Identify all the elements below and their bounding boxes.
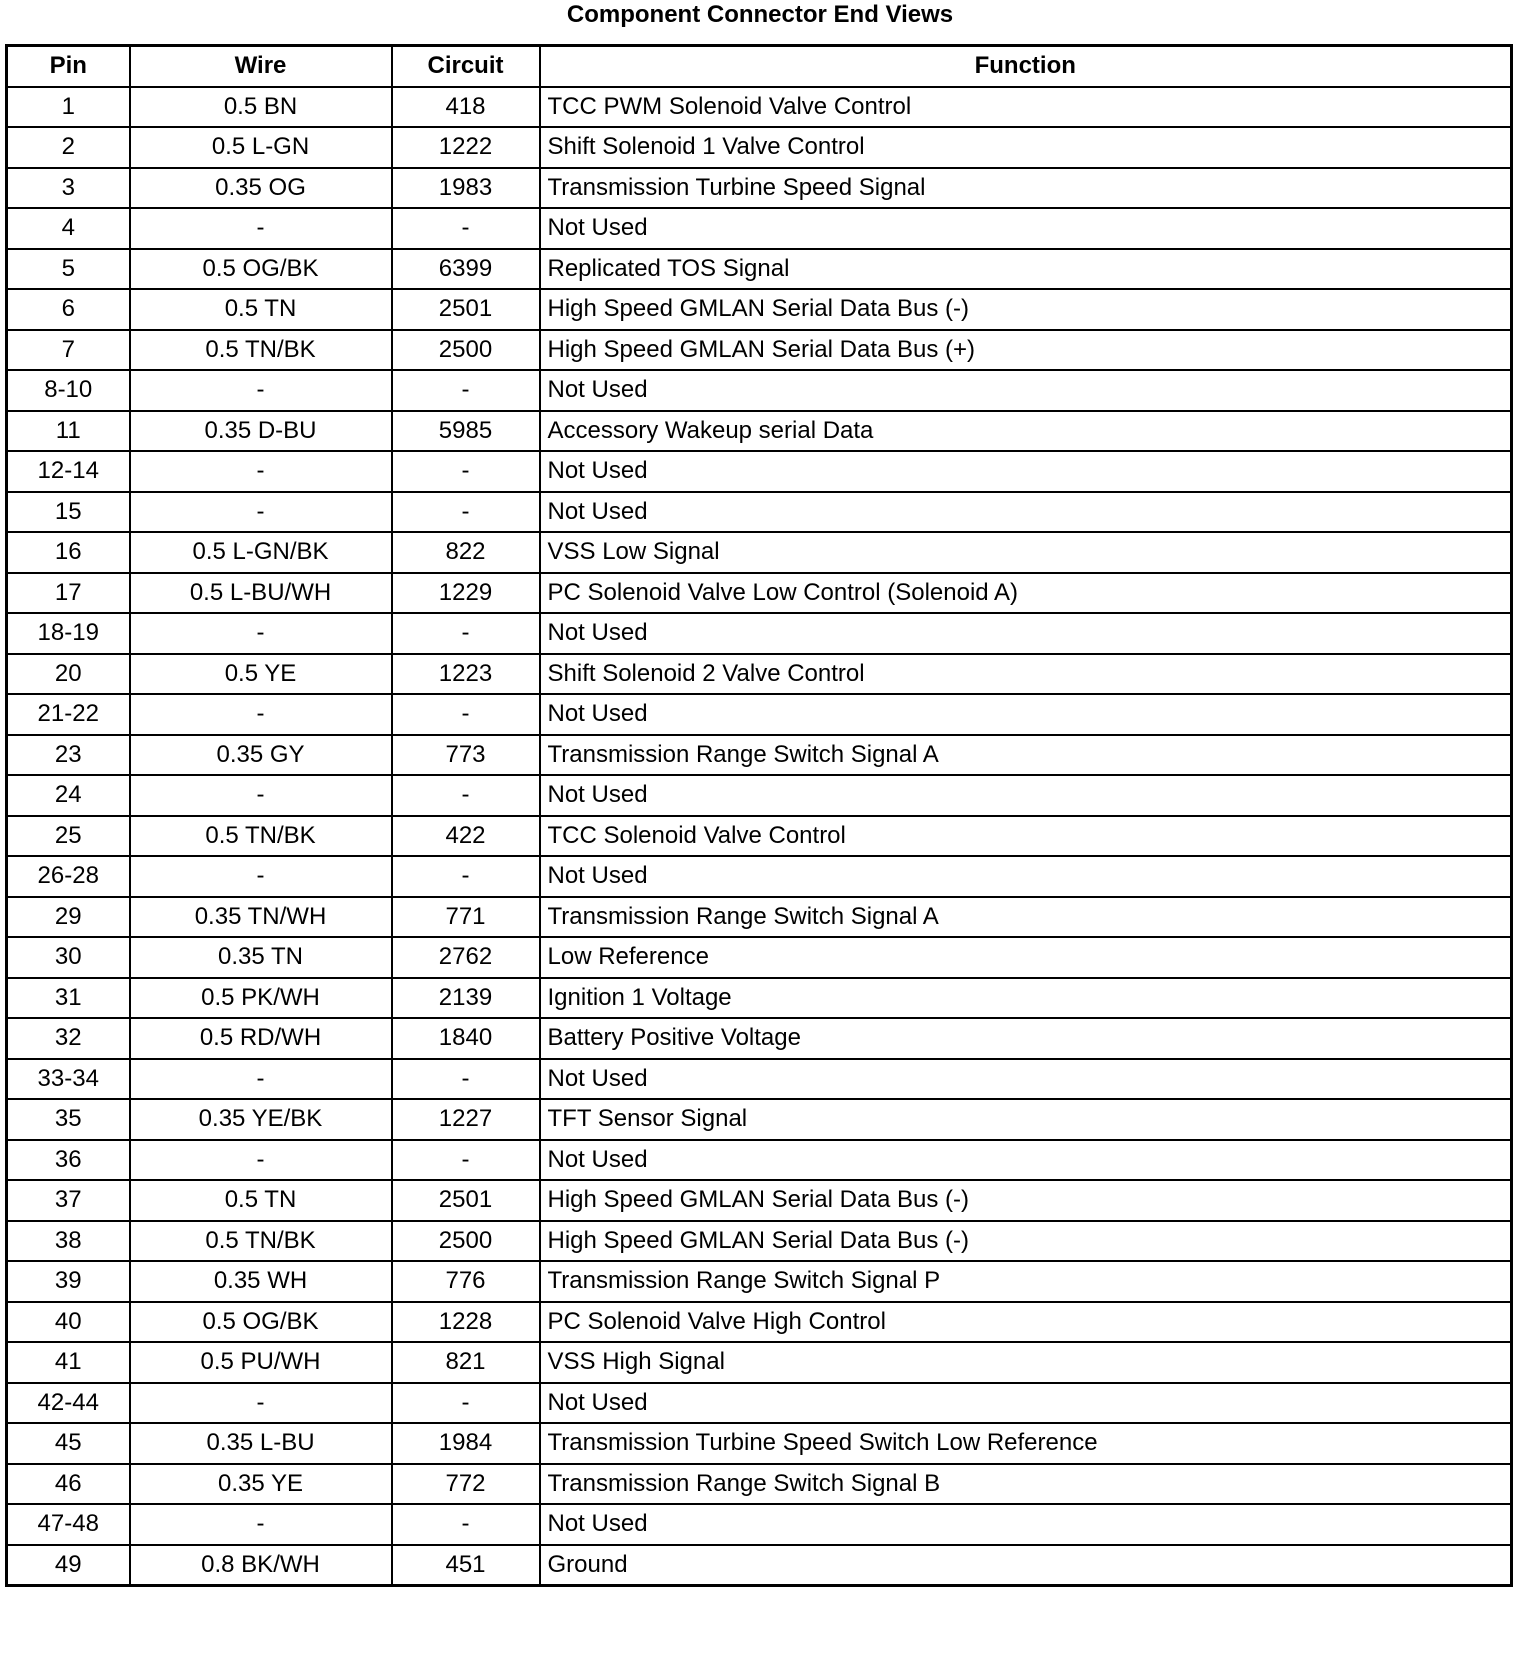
wire-cell: - [130,492,392,533]
function-cell: High Speed GMLAN Serial Data Bus (-) [540,1180,1512,1221]
function-cell: Transmission Range Switch Signal A [540,897,1512,938]
pin-cell: 25 [7,816,130,857]
circuit-cell: 821 [392,1342,540,1383]
wire-cell: 0.5 OG/BK [130,249,392,290]
circuit-cell: 772 [392,1464,540,1505]
pin-cell: 11 [7,411,130,452]
function-cell: Not Used [540,492,1512,533]
table-row [7,168,1512,209]
table-row [7,289,1512,330]
wire-cell: 0.5 OG/BK [130,1302,392,1343]
pin-cell: 1 [7,87,130,128]
table-row [7,330,1512,371]
wire-cell: 0.5 TN/BK [130,330,392,371]
wire-cell: 0.5 YE [130,654,392,695]
pin-cell: 36 [7,1140,130,1181]
function-cell: VSS High Signal [540,1342,1512,1383]
wire-cell: 0.35 YE [130,1464,392,1505]
function-cell: Transmission Turbine Speed Signal [540,168,1512,209]
wire-cell: 0.5 BN [130,87,392,128]
circuit-cell: 2501 [392,1180,540,1221]
circuit-cell: - [392,775,540,816]
circuit-cell: 1983 [392,168,540,209]
wire-cell: - [130,613,392,654]
circuit-cell: 6399 [392,249,540,290]
function-cell: High Speed GMLAN Serial Data Bus (-) [540,1221,1512,1262]
table-row [7,573,1512,614]
function-cell: Not Used [540,451,1512,492]
table-row [7,370,1512,411]
function-cell: Transmission Range Switch Signal B [540,1464,1512,1505]
wire-cell: 0.5 TN [130,1180,392,1221]
table-row [7,1342,1512,1383]
function-cell: Not Used [540,1504,1512,1545]
circuit-cell: 776 [392,1261,540,1302]
function-cell: Not Used [540,775,1512,816]
circuit-cell: - [392,613,540,654]
pin-cell: 20 [7,654,130,695]
table-row [7,1545,1512,1586]
pin-cell: 16 [7,532,130,573]
table-header-row [7,46,1512,87]
wire-cell: - [130,1383,392,1424]
pin-cell: 46 [7,1464,130,1505]
table-row [7,937,1512,978]
table-body [7,87,1512,1586]
pin-cell: 17 [7,573,130,614]
function-cell: Ignition 1 Voltage [540,978,1512,1019]
pin-cell: 3 [7,168,130,209]
wire-cell: - [130,1140,392,1181]
table-row [7,978,1512,1019]
circuit-cell: - [392,1504,540,1545]
circuit-cell: - [392,1140,540,1181]
circuit-cell: 2500 [392,1221,540,1262]
table-row [7,1302,1512,1343]
circuit-cell: 2501 [392,289,540,330]
pin-cell: 7 [7,330,130,371]
circuit-cell: - [392,856,540,897]
function-cell: TCC PWM Solenoid Valve Control [540,87,1512,128]
circuit-cell: 1229 [392,573,540,614]
circuit-cell: 1840 [392,1018,540,1059]
pin-cell: 12-14 [7,451,130,492]
table-row [7,1059,1512,1100]
table-row [7,1261,1512,1302]
pin-cell: 37 [7,1180,130,1221]
wire-cell: 0.5 TN [130,289,392,330]
wire-cell: - [130,856,392,897]
wire-cell: 0.35 D-BU [130,411,392,452]
wire-cell: - [130,1504,392,1545]
table-row [7,856,1512,897]
function-cell: Transmission Range Switch Signal A [540,735,1512,776]
function-cell: TFT Sensor Signal [540,1099,1512,1140]
function-cell: Not Used [540,1383,1512,1424]
page-title: Component Connector End Views [566,1,954,28]
circuit-cell: 2139 [392,978,540,1019]
circuit-cell: 1222 [392,127,540,168]
column-header-wire: Wire [130,46,392,87]
table-row [7,694,1512,735]
wire-cell: 0.5 TN/BK [130,1221,392,1262]
table-row [7,127,1512,168]
pin-cell: 30 [7,937,130,978]
function-cell: VSS Low Signal [540,532,1512,573]
circuit-cell: - [392,451,540,492]
table-row [7,897,1512,938]
table-row [7,1504,1512,1545]
function-cell: High Speed GMLAN Serial Data Bus (+) [540,330,1512,371]
table-row [7,1018,1512,1059]
wire-cell: 0.35 YE/BK [130,1099,392,1140]
pin-cell: 32 [7,1018,130,1059]
pin-cell: 41 [7,1342,130,1383]
wire-cell: - [130,775,392,816]
table-row [7,1140,1512,1181]
table-row [7,775,1512,816]
function-cell: Low Reference [540,937,1512,978]
pin-cell: 29 [7,897,130,938]
pin-cell: 33-34 [7,1059,130,1100]
wire-cell: 0.5 PK/WH [130,978,392,1019]
table-row [7,816,1512,857]
function-cell: Not Used [540,370,1512,411]
pin-cell: 15 [7,492,130,533]
function-cell: Not Used [540,208,1512,249]
function-cell: Transmission Turbine Speed Switch Low Reference [540,1423,1512,1464]
circuit-cell: 771 [392,897,540,938]
circuit-cell: - [392,492,540,533]
wire-cell: 0.5 L-GN [130,127,392,168]
circuit-cell: 1227 [392,1099,540,1140]
wire-cell: - [130,208,392,249]
circuit-cell: 1984 [392,1423,540,1464]
wire-cell: 0.8 BK/WH [130,1545,392,1586]
pin-cell: 2 [7,127,130,168]
function-cell: Not Used [540,856,1512,897]
wire-cell: - [130,370,392,411]
function-cell: Not Used [540,1059,1512,1100]
circuit-cell: 1223 [392,654,540,695]
table-row [7,1383,1512,1424]
table-row [7,735,1512,776]
column-header-circuit: Circuit [392,46,540,87]
table-row [7,1180,1512,1221]
function-cell: PC Solenoid Valve High Control [540,1302,1512,1343]
table-row [7,249,1512,290]
table-row [7,532,1512,573]
pin-cell: 5 [7,249,130,290]
pin-cell: 42-44 [7,1383,130,1424]
wire-cell: 0.35 WH [130,1261,392,1302]
pin-cell: 38 [7,1221,130,1262]
wire-cell: - [130,451,392,492]
pin-cell: 26-28 [7,856,130,897]
function-cell: Transmission Range Switch Signal P [540,1261,1512,1302]
circuit-cell: - [392,370,540,411]
column-header-function: Function [540,46,1512,87]
function-cell: Not Used [540,694,1512,735]
pin-cell: 8-10 [7,370,130,411]
function-cell: Not Used [540,613,1512,654]
pin-cell: 6 [7,289,130,330]
circuit-cell: - [392,694,540,735]
function-cell: Not Used [540,1140,1512,1181]
table-row [7,1423,1512,1464]
circuit-cell: 418 [392,87,540,128]
wire-cell: 0.5 PU/WH [130,1342,392,1383]
wire-cell: 0.5 TN/BK [130,816,392,857]
pin-cell: 18-19 [7,613,130,654]
pin-cell: 21-22 [7,694,130,735]
pin-cell: 4 [7,208,130,249]
table-row [7,87,1512,128]
pin-cell: 45 [7,1423,130,1464]
column-header-pin: Pin [7,46,130,87]
pin-cell: 47-48 [7,1504,130,1545]
pin-cell: 40 [7,1302,130,1343]
table-row [7,492,1512,533]
function-cell: Accessory Wakeup serial Data [540,411,1512,452]
circuit-cell: 5985 [392,411,540,452]
circuit-cell: 773 [392,735,540,776]
function-cell: Shift Solenoid 2 Valve Control [540,654,1512,695]
function-cell: Shift Solenoid 1 Valve Control [540,127,1512,168]
circuit-cell: 2762 [392,937,540,978]
circuit-cell: - [392,1383,540,1424]
function-cell: TCC Solenoid Valve Control [540,816,1512,857]
circuit-cell: 1228 [392,1302,540,1343]
pin-cell: 23 [7,735,130,776]
circuit-cell: - [392,1059,540,1100]
function-cell: High Speed GMLAN Serial Data Bus (-) [540,289,1512,330]
table-row [7,654,1512,695]
wire-cell: - [130,1059,392,1100]
wire-cell: 0.5 L-GN/BK [130,532,392,573]
function-cell: Battery Positive Voltage [540,1018,1512,1059]
table-row [7,1099,1512,1140]
table-row [7,451,1512,492]
table-row [7,613,1512,654]
wire-cell: 0.35 GY [130,735,392,776]
function-cell: Replicated TOS Signal [540,249,1512,290]
wire-cell: 0.35 L-BU [130,1423,392,1464]
pin-cell: 39 [7,1261,130,1302]
circuit-cell: 451 [392,1545,540,1586]
function-cell: Ground [540,1545,1512,1586]
circuit-cell: 422 [392,816,540,857]
circuit-cell: 822 [392,532,540,573]
table-row [7,1464,1512,1505]
wire-cell: 0.5 L-BU/WH [130,573,392,614]
pin-cell: 35 [7,1099,130,1140]
wire-cell: 0.35 TN [130,937,392,978]
table-row [7,208,1512,249]
wire-cell: - [130,694,392,735]
pin-cell: 49 [7,1545,130,1586]
table-row [7,411,1512,452]
circuit-cell: 2500 [392,330,540,371]
function-cell: PC Solenoid Valve Low Control (Solenoid A) [540,573,1512,614]
wire-cell: 0.35 OG [130,168,392,209]
circuit-cell: - [392,208,540,249]
pin-cell: 31 [7,978,130,1019]
connector-pinout-table [5,44,1513,1587]
wire-cell: 0.35 TN/WH [130,897,392,938]
wire-cell: 0.5 RD/WH [130,1018,392,1059]
pin-cell: 24 [7,775,130,816]
table-row [7,1221,1512,1262]
